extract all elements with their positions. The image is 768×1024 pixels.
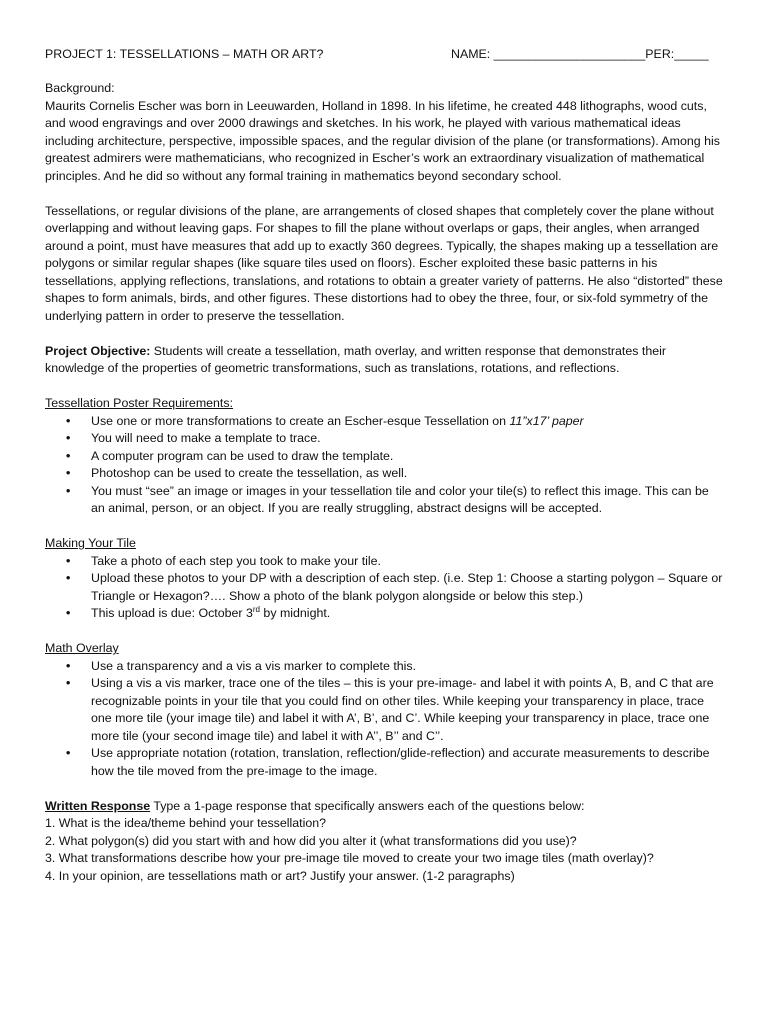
making-tile-list <box>45 553 725 623</box>
list-item: • Use a transparency and a vis a vis marker to complete this. <box>45 658 725 676</box>
list-item: • You will need to make a template to trace. <box>45 430 725 448</box>
document-header <box>45 46 728 64</box>
poster-requirements-list <box>45 413 725 518</box>
question-item: 2. What polygon(s) did you start with and how did you alter it (what transformations did you use)? <box>45 833 577 848</box>
written-response-heading: Written Response <box>45 798 151 813</box>
due-superscript: rd <box>252 605 260 614</box>
list-item: • Upload these photos to your DP with a description of each step. (i.e. Step 1: Choose a starting polygon – Square or Triangle or Hexagon?…. Show a photo of the blank polygon alongside or below this step.) <box>45 570 725 605</box>
question-item: 4. In your opinion, are tessellations math or art? Justify your answer. (1-2 paragraphs) <box>45 868 515 883</box>
list-item <box>45 413 725 431</box>
making-tile-heading: Making Your Tile <box>45 536 136 550</box>
spacer <box>45 623 725 641</box>
paper-size-text: 11”x17’ paper <box>509 413 584 428</box>
list-item: • A computer program can be used to draw the template. <box>45 448 725 466</box>
list-item: • Photoshop can be used to create the tessellation, as well. <box>45 465 725 483</box>
list-item: • You must “see” an image or images in your tessellation tile and color your tile(s) to reflect this image. This can be an animal, person, or an object. If you are really struggling, abstract designs will be accepted. <box>45 483 725 518</box>
question-item: 3. What transformations describe how your pre-image tile moved to create your two image tiles (math overlay)? <box>45 851 654 865</box>
background-heading: Background: <box>45 81 115 95</box>
list-item: • Using a vis a vis marker, trace one of the tiles – this is your pre-image- and label it with points A, B, and C that are recognizable points in your tile that you could find on other tiles. While keeping your transparency in place, trace one more tile (your image tile) and label it with A’, B’, and C’. While keeping your transparency in place, trace one more tile (your second image tile) and label it with A’’, B’’ and C’’. <box>45 675 725 745</box>
name-period-line: NAME: ______________________PER:_____ <box>451 47 709 61</box>
written-response-text: Type a 1-page response that specifically answers each of the questions below: <box>150 798 585 813</box>
spacer <box>45 185 725 203</box>
math-overlay-list <box>45 658 725 781</box>
due-text: This upload is due: October 3 <box>91 606 253 620</box>
document-body <box>45 80 725 885</box>
objective-text: Students will create a tessellation, math overlay, and written response that demonstrates their knowledge of the properties of geometric transformations, such as translations, rotations, and reflections. <box>45 343 666 375</box>
background-paragraph: Maurits Cornelis Escher was born in Leeuwarden, Holland in 1898. In his lifetime, he created 448 lithographs, wood cuts, and wood engravings and over 2000 drawings and sketches. In his work, he played with various mathematical ideas including architecture, perspective, impossible spaces, and the regular division of the plane (or transformations). Among his greatest admirers were mathematicians, who recognized in Escher’s work an extraordinary visualization of mathematical principles. And he did so without any formal training in mathematics beyond secondary school. <box>45 98 720 183</box>
list-item <box>45 605 725 623</box>
due-text-end: by midnight. <box>259 606 331 620</box>
spacer <box>45 325 725 343</box>
objective-paragraph <box>45 343 725 378</box>
question-item: 1. What is the idea/theme behind your tessellation? <box>45 816 327 830</box>
objective-label: Project Objective: <box>45 343 151 358</box>
list-item: • Take a photo of each step you took to make your tile. <box>45 553 725 571</box>
math-overlay-heading: Math Overlay <box>45 641 119 655</box>
list-item-text: Use one or more transformations to create an Escher-esque Tessellation on <box>91 413 510 428</box>
spacer <box>45 518 725 536</box>
poster-requirements-heading: Tessellation Poster Requirements: <box>45 396 234 410</box>
list-item: • Use appropriate notation (rotation, translation, reflection/glide-reflection) and accurate measurements to describe how the tile moved from the pre-image to the image. <box>45 745 725 780</box>
spacer <box>45 780 725 798</box>
project-title: PROJECT 1: TESSELLATIONS – MATH OR ART? <box>45 47 324 61</box>
tessellations-paragraph: Tessellations, or regular divisions of the plane, are arrangements of closed shapes that completely cover the plane without overlapping and without leaving gaps. For shapes to fill the plane without overlaps or gaps, their angles, when arranged around a point, must have measures that add up to exactly 360 degrees. Typically, the shapes making up a tessellation are polygons or similar regular shapes (like square tiles used on floors). Escher exploited these basic patterns in his tessellations, applying reflections, translations, and rotations to obtain a greater variety of patterns. He also “distorted” these shapes to form animals, birds, and other figures. These distortions had to obey the three, four, or six-fold symmetry of the underlying pattern in order to preserve the tessellation. <box>45 203 723 323</box>
written-response-intro <box>45 798 725 816</box>
spacer <box>45 378 725 396</box>
